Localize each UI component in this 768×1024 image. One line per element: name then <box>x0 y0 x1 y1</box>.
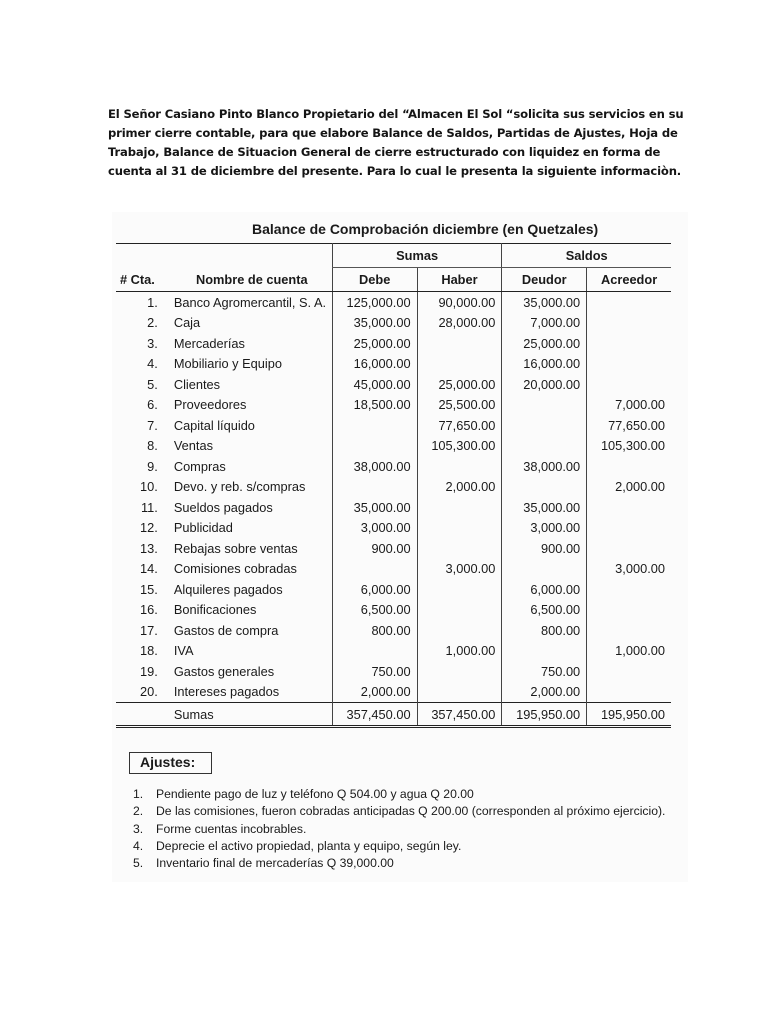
haber-value <box>417 354 502 375</box>
adjustments-list <box>133 786 665 872</box>
account-number: 17. <box>140 622 158 638</box>
account-number: 14. <box>140 561 158 577</box>
deudor-value: 800.00 <box>502 620 587 641</box>
sumas-group-header: Sumas <box>332 244 502 268</box>
acreedor-value <box>587 600 671 621</box>
haber-value <box>417 620 502 641</box>
table-row <box>116 354 671 375</box>
debe-value <box>332 641 417 662</box>
deudor-value: 3,000.00 <box>502 518 587 539</box>
deudor-value: 750.00 <box>502 661 587 682</box>
debe-value: 25,000.00 <box>332 333 417 354</box>
debe-value: 38,000.00 <box>332 456 417 477</box>
col-header-acreedor: Acreedor <box>587 268 671 292</box>
account-name: Mobiliario y Equipo <box>173 356 282 372</box>
debe-value: 45,000.00 <box>332 374 417 395</box>
acreedor-value: 1,000.00 <box>587 641 671 662</box>
haber-value: 90,000.00 <box>417 292 502 313</box>
acreedor-value: 7,000.00 <box>587 395 671 416</box>
deudor-value: 20,000.00 <box>502 374 587 395</box>
account-name: Caja <box>173 315 201 331</box>
table-row <box>116 374 671 395</box>
col-header-debe: Debe <box>332 268 417 292</box>
haber-value <box>417 456 502 477</box>
account-name: Clientes <box>173 376 221 392</box>
account-number: 1. <box>147 294 158 310</box>
total-deudor: 195,950.00 <box>502 703 587 727</box>
account-number: 9. <box>147 458 158 474</box>
account-number: 16. <box>140 602 158 618</box>
deudor-value: 900.00 <box>502 538 587 559</box>
trial-balance-table <box>116 243 671 728</box>
account-name: Bonificaciones <box>173 602 257 618</box>
total-debe: 357,450.00 <box>332 703 417 727</box>
adjustment-item <box>133 821 665 838</box>
totals-row <box>116 703 671 727</box>
deudor-value: 38,000.00 <box>502 456 587 477</box>
table-row <box>116 395 671 416</box>
acreedor-value <box>587 456 671 477</box>
deudor-value: 35,000.00 <box>502 292 587 313</box>
acreedor-value: 77,650.00 <box>587 415 671 436</box>
debe-value: 18,500.00 <box>332 395 417 416</box>
account-name: Comisiones cobradas <box>173 561 297 577</box>
deudor-value <box>502 641 587 662</box>
deudor-value: 25,000.00 <box>502 333 587 354</box>
acreedor-value: 2,000.00 <box>587 477 671 498</box>
account-number: 6. <box>147 397 158 413</box>
account-number: 7. <box>147 417 158 433</box>
account-number: 20. <box>140 684 158 700</box>
haber-value: 1,000.00 <box>417 641 502 662</box>
table-row <box>116 477 671 498</box>
table-row <box>116 559 671 580</box>
deudor-value <box>502 415 587 436</box>
debe-value <box>332 415 417 436</box>
account-number: 15. <box>140 581 158 597</box>
account-number: 5. <box>147 376 158 392</box>
table-row <box>116 682 671 703</box>
adjustment-number: 3. <box>133 821 144 836</box>
account-name: Gastos generales <box>173 663 275 679</box>
col-header-haber: Haber <box>417 268 502 292</box>
deudor-value: 7,000.00 <box>502 313 587 334</box>
deudor-value: 2,000.00 <box>502 682 587 703</box>
debe-value: 35,000.00 <box>332 313 417 334</box>
account-name: Mercaderías <box>173 335 245 351</box>
account-number: 4. <box>147 356 158 372</box>
adjustment-number: 1. <box>133 787 144 801</box>
account-name: Ventas <box>173 438 213 454</box>
acreedor-value <box>587 354 671 375</box>
adjustments-title: Ajustes: <box>129 752 212 774</box>
totals-label: Sumas <box>164 703 332 727</box>
account-name: Devo. y reb. s/compras <box>173 479 306 495</box>
acreedor-value <box>587 538 671 559</box>
account-name: Publicidad <box>173 520 233 536</box>
acreedor-value <box>587 313 671 334</box>
col-header-name: Nombre de cuenta <box>164 268 332 292</box>
table-row <box>116 641 671 662</box>
account-name: IVA <box>173 643 194 659</box>
table-row <box>116 661 671 682</box>
account-name: Banco Agromercantil, S. A. <box>173 294 327 310</box>
deudor-value: 35,000.00 <box>502 497 587 518</box>
intro-paragraph: El Señor Casiano Pinto Blanco Propietario del “Almacen El Sol “solicita sus servicios en su primer cierre contable, para que elabore Balance de Saldos, Partidas de Ajustes, Hoja de Trabajo, Balance de Situacion General de cierre estructurado con liquidez en forma de cuenta al 31 de diciembre del presente. Para lo cual le presenta la siguiente informaciòn. <box>108 106 684 178</box>
account-number: 19. <box>140 663 158 679</box>
debe-value <box>332 436 417 457</box>
debe-value: 2,000.00 <box>332 682 417 703</box>
account-number: 11. <box>140 499 158 515</box>
acreedor-value <box>587 518 671 539</box>
account-number: 10. <box>140 479 158 495</box>
debe-value: 6,500.00 <box>332 600 417 621</box>
acreedor-value <box>587 292 671 313</box>
adjustment-number: 5. <box>133 856 144 871</box>
acreedor-value: 105,300.00 <box>587 436 671 457</box>
total-acreedor: 195,950.00 <box>587 703 671 727</box>
haber-value <box>417 579 502 600</box>
haber-value <box>417 518 502 539</box>
table-row <box>116 538 671 559</box>
table-row <box>116 415 671 436</box>
table-row <box>116 333 671 354</box>
debe-value <box>332 477 417 498</box>
debe-value <box>332 559 417 580</box>
deudor-value <box>502 559 587 580</box>
account-name: Sueldos pagados <box>173 499 273 515</box>
account-name: Compras <box>173 458 226 474</box>
table-row <box>116 313 671 334</box>
debe-value: 16,000.00 <box>332 354 417 375</box>
saldos-group-header: Saldos <box>502 244 671 268</box>
haber-value: 77,650.00 <box>417 415 502 436</box>
haber-value <box>417 333 502 354</box>
adjustment-text: Deprecie el activo propiedad, planta y equipo, según ley. <box>156 838 462 853</box>
adjustment-text: Pendiente pago de luz y teléfono Q 504.00 y agua Q 20.00 <box>156 787 474 801</box>
table-row <box>116 456 671 477</box>
account-name: Rebajas sobre ventas <box>173 540 298 556</box>
table-row <box>116 436 671 457</box>
deudor-value <box>502 477 587 498</box>
haber-value: 25,500.00 <box>417 395 502 416</box>
table-title: Balance de Comprobación diciembre (en Quetzales) <box>252 221 599 237</box>
table-row <box>116 620 671 641</box>
account-name: Gastos de compra <box>173 622 279 638</box>
account-number: 2. <box>147 315 158 331</box>
adjustment-text: Forme cuentas incobrables. <box>156 821 307 836</box>
haber-value: 25,000.00 <box>417 374 502 395</box>
debe-value: 125,000.00 <box>332 292 417 313</box>
account-name: Proveedores <box>173 397 247 413</box>
acreedor-value: 3,000.00 <box>587 559 671 580</box>
adjustment-number: 2. <box>133 804 144 819</box>
total-haber: 357,450.00 <box>417 703 502 727</box>
acreedor-value <box>587 682 671 703</box>
account-number: 13. <box>140 540 158 556</box>
account-number: 3. <box>147 335 158 351</box>
account-number: 18. <box>140 643 158 659</box>
adjustment-item <box>133 803 665 820</box>
acreedor-value <box>587 333 671 354</box>
deudor-value: 6,000.00 <box>502 579 587 600</box>
col-header-num: # Cta. <box>116 268 164 292</box>
deudor-value <box>502 395 587 416</box>
adjustment-item <box>133 838 665 855</box>
acreedor-value <box>587 497 671 518</box>
deudor-value <box>502 436 587 457</box>
debe-value: 750.00 <box>332 661 417 682</box>
table-row <box>116 579 671 600</box>
account-name: Alquileres pagados <box>173 581 283 597</box>
account-number: 12. <box>140 520 158 536</box>
adjustment-item <box>133 786 665 803</box>
account-name: Intereses pagados <box>173 684 280 700</box>
account-name: Capital líquido <box>173 417 255 433</box>
deudor-value: 16,000.00 <box>502 354 587 375</box>
debe-value: 35,000.00 <box>332 497 417 518</box>
acreedor-value <box>587 374 671 395</box>
table-row <box>116 497 671 518</box>
haber-value <box>417 682 502 703</box>
debe-value: 900.00 <box>332 538 417 559</box>
haber-value: 2,000.00 <box>417 477 502 498</box>
deudor-value: 6,500.00 <box>502 600 587 621</box>
adjustment-text: De las comisiones, fueron cobradas anticipadas Q 200.00 (corresponden al próximo ejercicio). <box>156 804 666 819</box>
haber-value <box>417 538 502 559</box>
table-row <box>116 600 671 621</box>
haber-value <box>417 600 502 621</box>
debe-value: 6,000.00 <box>332 579 417 600</box>
adjustment-number: 4. <box>133 838 144 853</box>
debe-value: 3,000.00 <box>332 518 417 539</box>
col-header-deudor: Deudor <box>502 268 587 292</box>
acreedor-value <box>587 661 671 682</box>
table-row <box>116 292 671 313</box>
account-number: 8. <box>147 438 158 454</box>
adjustment-text: Inventario final de mercaderías Q 39,000.00 <box>156 856 394 871</box>
group-header-row <box>116 244 671 268</box>
acreedor-value <box>587 620 671 641</box>
adjustment-item <box>133 855 665 872</box>
haber-value: 3,000.00 <box>417 559 502 580</box>
column-header-row <box>116 268 671 292</box>
haber-value: 105,300.00 <box>417 436 502 457</box>
haber-value <box>417 661 502 682</box>
haber-value: 28,000.00 <box>417 313 502 334</box>
debe-value: 800.00 <box>332 620 417 641</box>
table-row <box>116 518 671 539</box>
haber-value <box>417 497 502 518</box>
acreedor-value <box>587 579 671 600</box>
